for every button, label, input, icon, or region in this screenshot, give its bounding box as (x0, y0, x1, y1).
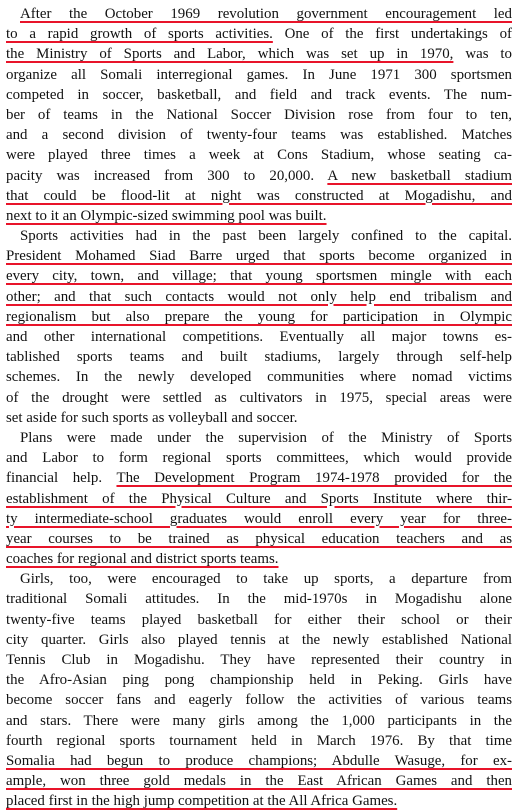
highlighted-text: regionalism but also prepare the young for participation in Olympic (6, 308, 512, 325)
body-text: Sports activities had in the past been largely confined to the capital. (20, 228, 512, 245)
text-line (6, 367, 512, 387)
text-line (6, 4, 512, 24)
highlighted-text: every city, town, and village; that young sportsmen mingle with each (6, 268, 512, 285)
text-line (6, 549, 512, 569)
text-line (6, 489, 512, 509)
text-line (6, 711, 512, 731)
highlighted-text: President Mohamed Siad Barre urged that sports become organized in (6, 248, 512, 265)
paragraph (6, 569, 512, 811)
body-text: the Afro-Asian ping pong championship held in Peking. Girls have (6, 672, 512, 689)
text-line (6, 529, 512, 549)
highlighted-text: coaches for regional and district sports teams. (6, 551, 279, 568)
body-text: Plans were made under the supervision of the Ministry of Sports (20, 429, 512, 446)
highlighted-text: year courses to be trained as physical education teachers and as (6, 530, 512, 547)
body-text: and stars. There were many girls among the 1,000 participants in the (6, 712, 512, 729)
text-line (6, 569, 512, 589)
body-text: of the drought were settled as cultivators in 1975, special areas were (6, 389, 512, 406)
text-line (6, 751, 512, 771)
text-line (6, 266, 512, 286)
text-line (6, 327, 512, 347)
text-line (6, 24, 512, 44)
body-text: Tennis Club in Mogadishu. They have represented their country in (6, 652, 512, 668)
body-text: set aside for such sports as volleyball and soccer. (6, 409, 298, 426)
highlighted-text: placed first in the high jump competition at the All Africa Games. (6, 793, 398, 810)
text-line (6, 347, 512, 367)
paragraph (6, 428, 512, 569)
body-text: city quarter. Girls also played tennis at the newly established National (6, 631, 512, 648)
highlighted-text: A new basketball stadium (327, 167, 512, 184)
text-line (6, 166, 512, 186)
body-text: competed in soccer, basketball, and field and track events. The num- (6, 86, 512, 103)
text-line (6, 428, 512, 448)
body-text: traditional Somali attitudes. In the mid-1970s in Mogadishu alone (6, 591, 512, 608)
highlighted-text: that could be flood-lit at night was constructed at Mogadishu, and (6, 187, 512, 204)
body-text: financial help. (6, 470, 117, 487)
highlighted-text: Somalia had begun to produce champions; Abdulle Wasuge, for ex- (6, 752, 512, 769)
paragraph (6, 4, 512, 226)
body-text: One of the first undertakings of (272, 26, 512, 43)
text-line (6, 246, 512, 266)
text-line (6, 690, 512, 710)
body-text: pacity was increased from 300 to 20,000. (6, 167, 328, 184)
highlighted-text: next to it an Olympic-sized swimming pool was built. (6, 207, 327, 224)
body-text: ber of teams in the National Soccer Division rose from four to ten, (6, 106, 512, 123)
body-text: was to (453, 46, 513, 63)
text-line (6, 468, 512, 488)
body-text: schemes. In the newly developed communities where nomad victims (6, 369, 512, 386)
document-page (6, 4, 512, 812)
text-line (6, 388, 512, 408)
text-line (6, 448, 512, 468)
text-line (6, 85, 512, 105)
highlighted-text: other; and that such contacts would not only help end tribalism and (6, 288, 512, 305)
text-line (6, 105, 512, 125)
body-text: organize all Somali interregional games. In June 1971 300 sportsmen (6, 66, 512, 83)
text-line (6, 125, 512, 145)
body-text: and other international competitions. Eventually all major towns es- (6, 329, 512, 345)
highlighted-text: The Development Program 1974-1978 provided for the (116, 470, 512, 487)
text-line (6, 509, 512, 529)
text-line (6, 145, 512, 165)
highlighted-text: the Ministry of Sports and Labor, which was set up in 1970, (6, 46, 454, 63)
text-line (6, 650, 512, 670)
text-line (6, 307, 512, 327)
text-line (6, 65, 512, 85)
body-text: fourth regional sports tournament held in March 1976. By that time (6, 732, 512, 749)
text-line (6, 791, 512, 811)
text-line (6, 226, 512, 246)
text-line (6, 206, 512, 226)
paragraph (6, 226, 512, 428)
text-line (6, 589, 512, 609)
body-text: and a second division of twenty-four teams was established. Matches (6, 127, 512, 144)
text-line (6, 670, 512, 690)
text-line (6, 186, 512, 206)
highlighted-text: ty intermediate-school graduates would enroll every year for three- (6, 510, 512, 527)
highlighted-text: ample, won three gold medals in the East African Games and then (6, 773, 512, 790)
body-text: become soccer fans and eagerly follow the activities of various teams (6, 692, 512, 709)
highlighted-text: establishment of the Physical Culture and Sports Institute where thir- (6, 490, 512, 507)
text-line (6, 287, 512, 307)
body-text: were played three times a week at Cons Stadium, whose seating ca- (6, 147, 512, 164)
body-text: Girls, too, were encouraged to take up sports, a departure from (20, 571, 512, 588)
text-line (6, 771, 512, 791)
text-line (6, 44, 512, 64)
text-line (6, 630, 512, 650)
highlighted-text: After the October 1969 revolution government encouragement led (20, 6, 512, 22)
text-line (6, 610, 512, 630)
body-text: twenty-five teams played basketball for either their school or their (6, 611, 512, 628)
body-text: tablished sports teams and built stadiums, largely through self-help (6, 349, 512, 366)
highlighted-text: to a rapid growth of sports activities. (6, 26, 273, 43)
body-text: and Labor to form regional sports committees, which would provide (6, 450, 512, 467)
text-line (6, 408, 512, 428)
